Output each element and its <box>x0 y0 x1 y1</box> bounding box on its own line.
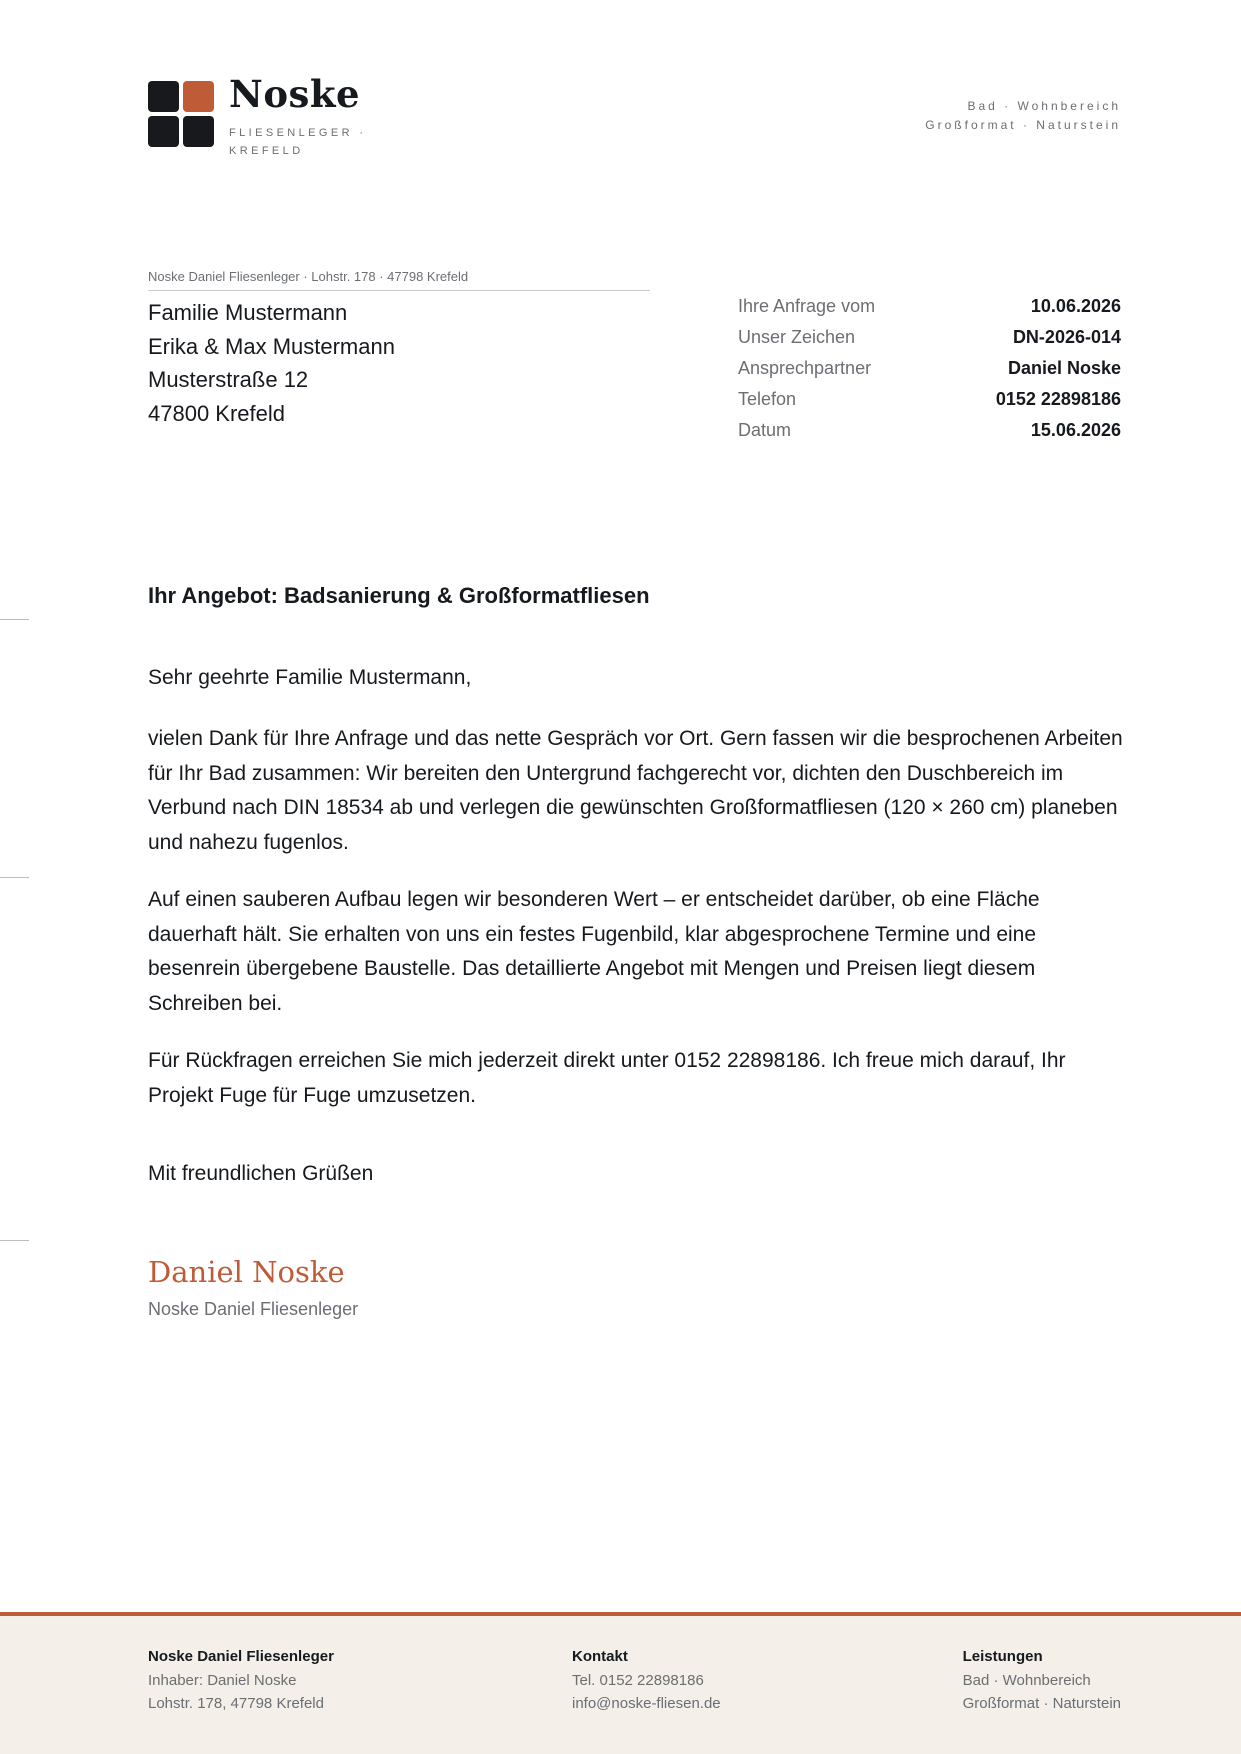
meta-label: Datum <box>738 420 792 440</box>
meta-row-contact-person <box>738 358 1121 389</box>
meta-value: DN-2026-014 <box>1012 327 1121 347</box>
signature: Daniel Noske <box>148 1255 345 1289</box>
meta-row-date <box>738 420 1121 451</box>
meta-label: Unser Zeichen <box>738 327 856 347</box>
header-tagline <box>925 97 1121 135</box>
tagline-line: Großformat · Naturstein <box>925 118 1121 132</box>
letter-body <box>148 722 1123 1136</box>
brand-subtitle: FLIESENLEGER · KREFELD <box>229 127 367 157</box>
recipient-address <box>148 296 395 430</box>
footer-line: Bad · Wohnbereich <box>962 1671 1091 1689</box>
punch-mark <box>0 877 29 878</box>
letter-subject: Ihr Angebot: Badsanierung & Großformatfliesen <box>148 583 650 608</box>
recipient-line: Familie Mustermann <box>148 300 348 325</box>
meta-value: Daniel Noske <box>1007 358 1121 378</box>
footer-column-contact <box>572 1645 721 1716</box>
meta-row-reference <box>738 327 1121 358</box>
logo-tile <box>148 81 179 112</box>
logo-tile-accent <box>183 81 214 112</box>
fold-mark-top <box>0 619 29 620</box>
letter-paragraph: Auf einen sauberen Aufbau legen wir besonderen Wert – er entscheidet darüber, ob eine Fläche dauerhaft hält. Sie erhalten von uns ein festes Fugenbild, klar abgesprochene Termine und eine besenrein übergebene Baustelle. Das detaillierte Angebot mit Mengen und Preisen liegt diesem Schreiben bei. <box>148 888 1040 1015</box>
footer-line: Inhaber: Daniel Noske <box>148 1671 297 1689</box>
letter-footer <box>0 1612 1241 1754</box>
footer-column-services <box>963 1645 1121 1716</box>
footer-heading: Leistungen <box>962 1648 1043 1665</box>
footer-column-company <box>148 1645 334 1716</box>
letter-salutation: Sehr geehrte Familie Mustermann, <box>148 666 472 689</box>
footer-line: Großformat · Naturstein <box>962 1695 1121 1712</box>
brand-name: Noske <box>229 72 361 116</box>
letter-closing: Mit freundlichen Grüßen <box>148 1162 374 1185</box>
sender-return-address: Noske Daniel Fliesenleger · Lohstr. 178 · 47798 Krefeld <box>148 269 650 291</box>
letter-paragraph: Für Rückfragen erreichen Sie mich jederzeit direkt unter 0152 22898186. Ich freue mich darauf, Ihr Projekt Fuge für Fuge umzusetzen. <box>148 1049 1066 1107</box>
meta-row-inquiry-date <box>738 296 1121 327</box>
recipient-line: 47800 Krefeld <box>148 400 285 426</box>
meta-value: 15.06.2026 <box>1030 420 1121 440</box>
logo-tile <box>148 116 179 147</box>
meta-value: 0152 22898186 <box>995 389 1121 409</box>
footer-heading: Kontakt <box>572 1648 628 1665</box>
tagline-line: Bad · Wohnbereich <box>967 99 1121 113</box>
logo-tile <box>183 116 214 147</box>
recipient-line: Musterstraße 12 <box>148 367 309 392</box>
recipient-line: Erika & Max Mustermann <box>148 333 395 359</box>
logo-tiles-icon <box>148 81 214 147</box>
meta-value: 10.06.2026 <box>1030 296 1121 316</box>
fold-mark-bottom <box>0 1240 29 1241</box>
letter-paragraph: vielen Dank für Ihre Anfrage und das nette Gespräch vor Ort. Gern fassen wir die besprochenen Arbeiten für Ihr Bad zusammen: Wir bereiten den Untergrund fachgerecht vor, dichten den Duschbereich im Verbund nach DIN 18534 ab und verlegen die gewünschten Großformatfliesen (120 × 260 cm) planeben und nahezu fugenlos. <box>148 727 1123 854</box>
meta-label: Telefon <box>738 389 797 409</box>
meta-label: Ansprechpartner <box>738 358 872 378</box>
reference-block <box>738 296 1121 451</box>
meta-label: Ihre Anfrage vom <box>738 296 876 316</box>
signature-company: Noske Daniel Fliesenleger <box>148 1299 359 1319</box>
footer-email: info@noske-fliesen.de <box>572 1695 721 1712</box>
meta-row-phone <box>738 389 1121 420</box>
footer-heading: Noske Daniel Fliesenleger <box>148 1648 334 1665</box>
footer-line: Lohstr. 178, 47798 Krefeld <box>148 1695 324 1712</box>
footer-line: Tel. 0152 22898186 <box>572 1671 704 1689</box>
